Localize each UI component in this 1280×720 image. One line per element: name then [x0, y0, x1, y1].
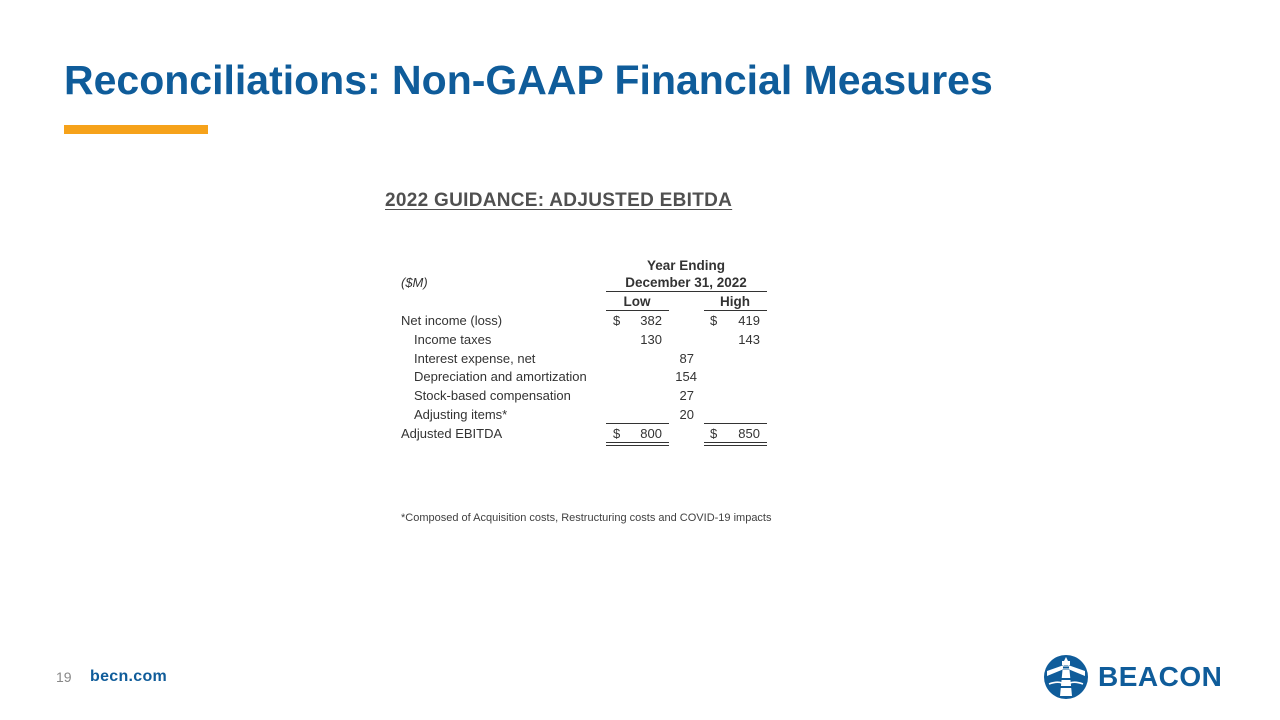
row-label-interest-expense: Interest expense, net — [414, 351, 536, 366]
high-column-rule — [704, 310, 767, 311]
section-heading: 2022 GUIDANCE: ADJUSTED EBITDA — [385, 190, 733, 211]
period-header-line2: December 31, 2022 — [625, 275, 747, 290]
header-rule — [606, 291, 767, 292]
adjusted-ebitda-high: 850 — [738, 426, 760, 441]
footnote: *Composed of Acquisition costs, Restructuring costs and COVID-19 impacts — [401, 512, 772, 524]
period-header-line1: Year Ending — [646, 258, 726, 273]
currency-symbol: $ — [613, 313, 621, 328]
title-accent-bar — [64, 125, 208, 134]
adjusted-ebitda-low: 800 — [640, 426, 662, 441]
depreciation-value: 154 — [675, 369, 697, 384]
total-double-rule-high — [704, 445, 767, 446]
row-label-depreciation: Depreciation and amortization — [414, 369, 587, 384]
unit-label: ($M) — [401, 275, 428, 290]
total-double-rule-low — [606, 442, 669, 443]
row-label-net-income: Net income (loss) — [401, 313, 503, 328]
subtotal-rule-low — [606, 423, 669, 424]
row-label-adjusted-ebitda: Adjusted EBITDA — [401, 426, 503, 441]
currency-symbol: $ — [710, 313, 718, 328]
row-label-income-taxes: Income taxes — [414, 332, 492, 347]
interest-expense-value: 87 — [679, 351, 694, 366]
website-link[interactable]: becn.com — [90, 668, 168, 685]
page-number: 19 — [56, 669, 72, 685]
logo-wordmark: BEACON — [1098, 661, 1223, 692]
subtotal-rule-high — [704, 423, 767, 424]
income-taxes-high: 143 — [738, 332, 760, 347]
total-double-rule-high — [704, 442, 767, 443]
adjusting-items-value: 20 — [679, 407, 694, 422]
beacon-logo — [1043, 654, 1223, 700]
low-column-rule — [606, 310, 669, 311]
income-taxes-low: 130 — [640, 332, 662, 347]
currency-symbol: $ — [710, 426, 718, 441]
stock-compensation-value: 27 — [679, 388, 694, 403]
column-header-low: Low — [623, 294, 651, 309]
row-label-stock-compensation: Stock-based compensation — [414, 388, 571, 403]
slide-title: Reconciliations: Non-GAAP Financial Measures — [64, 57, 993, 103]
row-label-adjusting-items: Adjusting items* — [414, 407, 508, 422]
lighthouse-icon — [1043, 654, 1089, 700]
net-income-low: 382 — [640, 313, 662, 328]
total-double-rule-low — [606, 445, 669, 446]
currency-symbol: $ — [613, 426, 621, 441]
net-income-high: 419 — [738, 313, 760, 328]
column-header-high: High — [720, 294, 750, 309]
